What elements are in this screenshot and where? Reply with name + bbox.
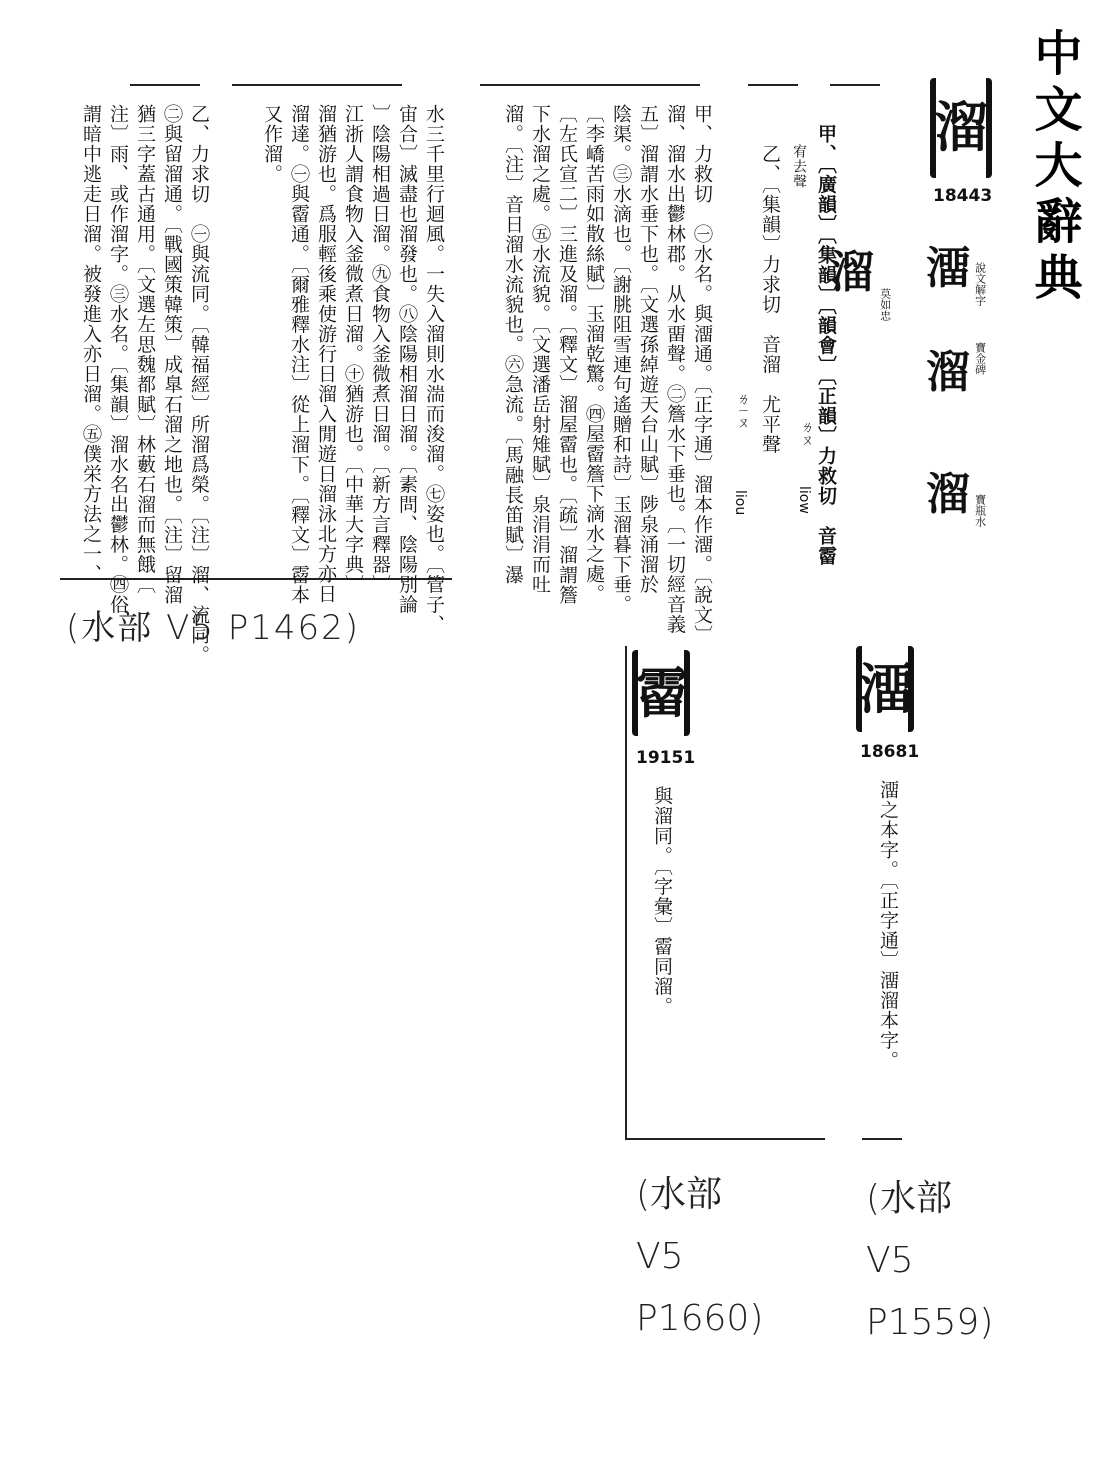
variant-note-4: 莫如忠	[878, 288, 892, 321]
headword-2: 澑	[859, 657, 913, 721]
annotation-2-line-3: P1559)	[866, 1302, 994, 1343]
annotation-2-line-1: (水部	[866, 1178, 953, 1219]
rule-top-1	[130, 84, 200, 86]
pron-line-1: 甲、〔廣韻〕〔集韻〕〔韻會〕〔正韻〕力救切 音霤	[815, 124, 837, 566]
annotation-2-line-2: V5	[866, 1240, 914, 1281]
pinyin-1: liou	[732, 490, 748, 516]
body-col-1: 甲、力救切 ㊀水名。與澑通。〔正字通〕溜本作澑。〔說文〕	[691, 104, 713, 645]
body-col-17: ㊁與留溜通。〔戰國策韓策〕成臯石溜之地也。〔注〕留溜	[161, 104, 183, 605]
headword-3: 霤	[635, 661, 689, 725]
body-col-8: 溜。〔注〕音日溜水流貌也。㊅急流。〔馬融長笛賦〕瀑	[502, 104, 524, 585]
body-col-9: 水三千里行迴風。一失入溜則水湍而浚溜。㊆姿也。〔管子、	[423, 104, 445, 635]
body-col-10: 宙合〕滅盡也溜發也。㊇陰陽相溜日溜。〔素問、陰陽別論	[396, 104, 418, 615]
entry-2-text: 澑之本字。〔正字通〕澑溜本字。	[877, 780, 899, 1071]
body-col-4: 陰渠。㊂水滴也。〔謝朓阻雪連句遙贈和詩〕玉溜暮下垂。	[610, 104, 632, 615]
body-col-14: 溜達。㊀與霤通。〔爾雅釋水注〕從上溜下。〔釋文〕霤本	[288, 104, 310, 605]
pron-line-3: 乙、〔集韻〕力求切 音溜 尤平聲	[759, 144, 781, 455]
handwritten-annotation-main: (水部 V5 P1462)	[66, 608, 361, 648]
handwritten-annotation-3	[636, 1164, 764, 1350]
body-col-12: 江浙人謂食物入釜微煮日溜。㊉猶游也。〔中華大字典〕	[342, 104, 364, 595]
bopomofo-2: ㄌㄡ	[798, 420, 813, 446]
rule-entry-3-bottom	[625, 1138, 825, 1140]
variant-char-3: 溜	[926, 469, 970, 520]
bopomofo-1: ㄌㄧㄡ	[734, 392, 749, 429]
body-col-3: 五〕溜謂水垂下也。〔文選孫綽遊天台山賦〕陟泉涌溜於	[637, 104, 659, 595]
rule-top-5	[830, 84, 880, 86]
entry-number-3: 19151	[636, 748, 696, 768]
variant-note-1: 說文解字	[973, 262, 987, 306]
variant-char-1: 澑	[926, 243, 970, 294]
body-col-20: 謂暗中逃走日溜。被發進入亦日溜。㊄僕栄方法之一、	[80, 104, 102, 584]
variant-note-3: 寶瓶水	[973, 494, 987, 527]
body-col-19: 注〕雨、或作溜字。㊂水名。〔集韻〕溜水名出鬱林。㊃俗	[107, 104, 129, 615]
body-col-18: 猶三字蓋古通用。〔文選左思魏都賦〕林藪石溜而無餓〔	[134, 104, 156, 595]
entry-number-2: 18681	[860, 742, 920, 762]
variant-char-4: 溜	[830, 247, 874, 298]
body-col-13: 溜猶游也。爲服輕後乘使游行日溜入閒遊日溜泳北方亦日	[315, 104, 337, 604]
rule-entry-3-left	[625, 646, 627, 1140]
variant-note-2: 寶金碑	[973, 342, 987, 375]
body-col-16: 乙、力求切 ㊀與流同。〔韓福經〕所溜爲榮。〔注〕溜、流同。	[188, 104, 210, 665]
rule-top-4	[748, 84, 798, 86]
entry-3-text: 與溜同。〔字彙〕霤同溜。	[651, 786, 673, 1017]
handwritten-annotation-2	[866, 1168, 994, 1354]
rule-entry-2	[862, 1138, 902, 1140]
body-col-5: 〔李嶠苦雨如散絲賦〕玉溜乾驚。㊃屋霤簷下滴水之處。	[583, 104, 605, 604]
annotation-3-line-3: P1660)	[636, 1298, 764, 1339]
pinyin-2: liow	[796, 486, 812, 514]
entry-number: 18443	[933, 186, 993, 206]
body-col-6: 〔左氏宣二〕三進及溜。〔釋文〕溜屋霤也。〔疏〕溜謂簷	[556, 104, 578, 605]
book-title: 中文大辭典	[1026, 28, 1082, 308]
variant-char-2: 溜	[926, 347, 970, 398]
body-col-2: 溜、溜水出鬱林郡。从水畱聲。㊁簷水下垂也。〔一切經音義	[664, 104, 686, 635]
headword: 溜	[934, 95, 988, 159]
rule-top-2	[232, 84, 402, 86]
annotation-3-line-2: V5	[636, 1236, 684, 1277]
annotation-3-line-1: (水部	[636, 1174, 723, 1215]
rule-top-3	[480, 84, 700, 86]
pron-line-2: 宥去聲	[791, 144, 807, 189]
body-col-15: 又作溜。	[261, 104, 283, 184]
body-col-7: 下水溜之處。㊄水流貌。〔文選潘岳射雉賦〕泉涓涓而吐	[529, 104, 551, 595]
body-col-11: 〕陰陽相過日溜。㊈食物入釜微煮日溜。〔新方言釋器〕	[369, 104, 391, 595]
